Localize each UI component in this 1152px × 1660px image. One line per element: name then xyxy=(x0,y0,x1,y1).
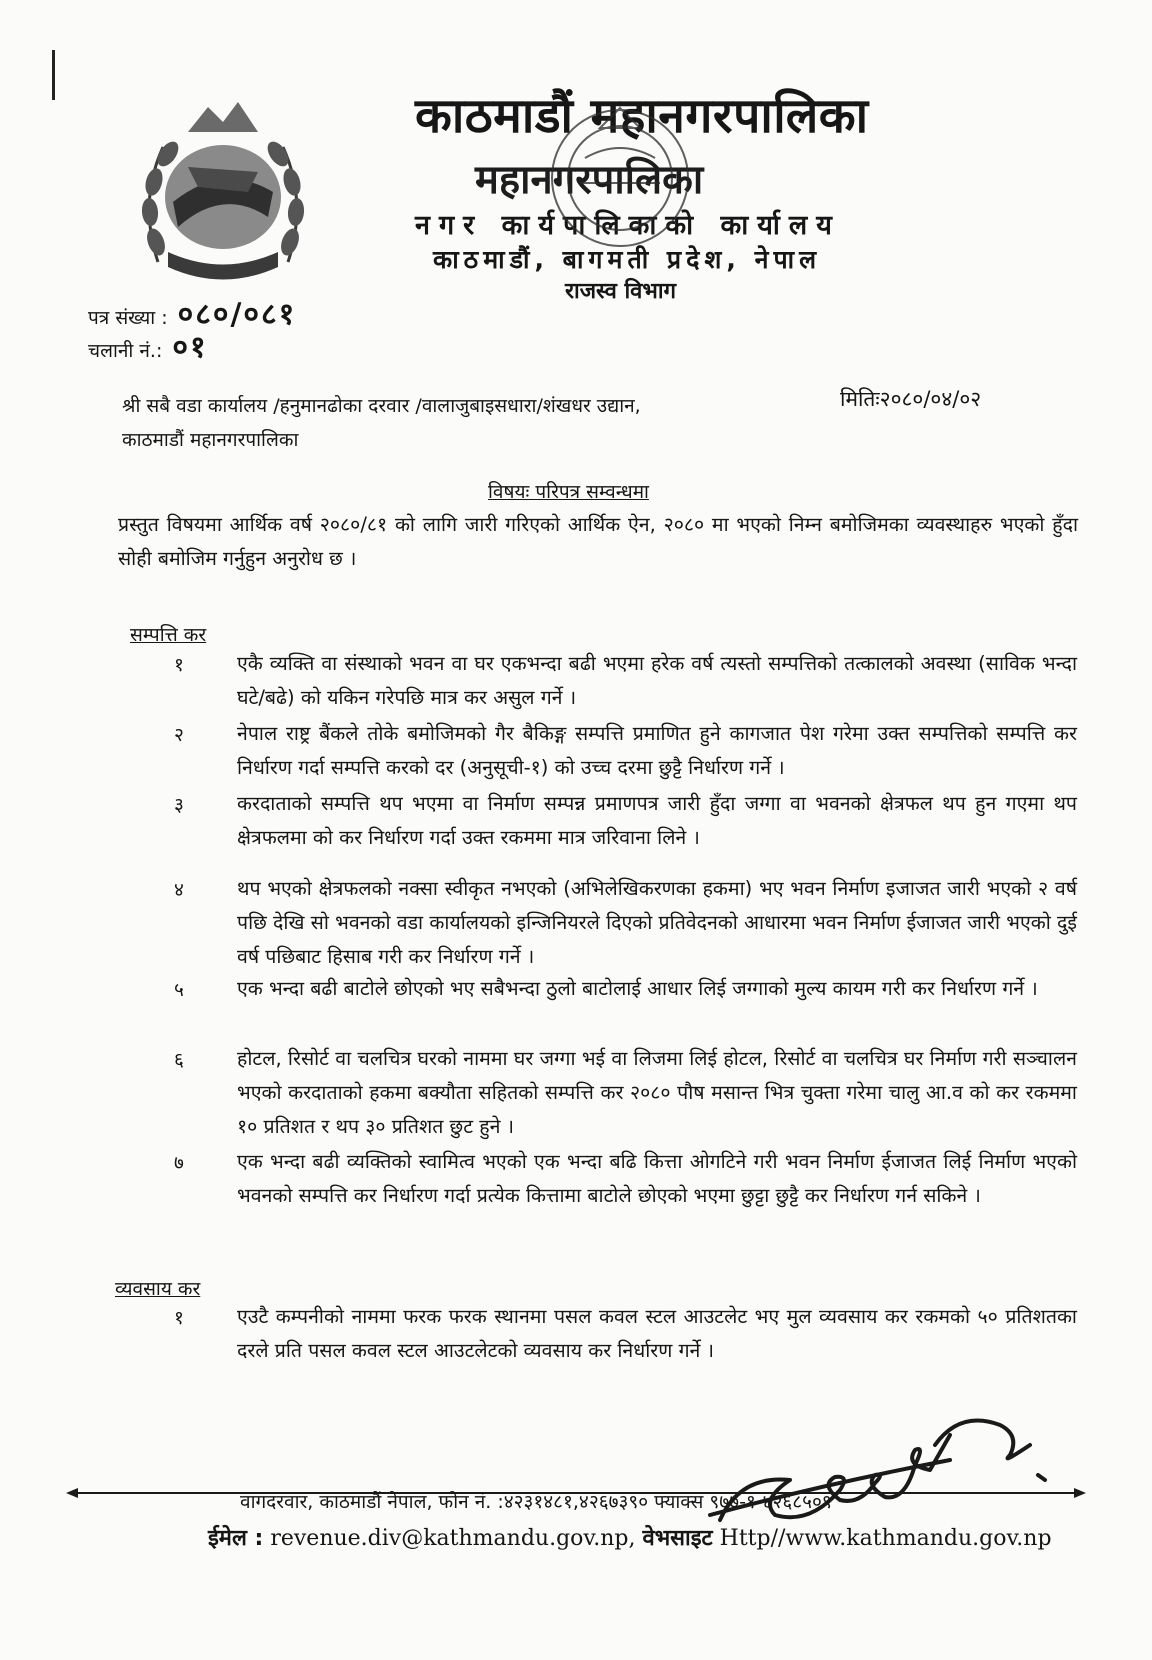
item-number: २ xyxy=(174,724,184,746)
item-text: नेपाल राष्ट्र बैंकले तोके बमोजिमको गैर बैकिङ्ग सम्पत्ति प्रमाणित हुने कागजात पेश गरेमा उक्त सम्पत्तिको सम्पत्ति कर निर्धारण गर्दा सम्पत्ति करको दर (अनुसूची-१) को उच्च दरमा छुट्टै निर्धारण गर्ने । xyxy=(237,722,1077,779)
letter-number-value: ०८०/०८१ xyxy=(177,297,297,332)
department-name: राजस्व विभाग xyxy=(565,279,676,304)
letter-subject: विषयः परिपत्र सम्वन्धमा xyxy=(488,481,649,503)
item-number: १ xyxy=(174,1307,184,1329)
email-link[interactable]: revenue.div@kathmandu.gov.np, xyxy=(270,1526,636,1551)
item-number: १ xyxy=(174,654,184,676)
recipient-line-1: श्री सबै वडा कार्यालय /हनुमानढोका दरवार /वालाजुबाइसधारा/शंखधर उद्यान, xyxy=(122,395,641,417)
office-location: काठमाडौं, बागमती प्रदेश, नेपाल xyxy=(433,245,822,274)
nepal-emblem-icon xyxy=(128,92,318,292)
website-label: वेभसाइट xyxy=(642,1526,713,1551)
dispatch-number-value: ०१ xyxy=(172,330,208,365)
org-title: काठमाडौं महानगरपालिका xyxy=(415,88,869,144)
item-number: ७ xyxy=(174,1152,184,1174)
org-subtitle: महानगरपालिका xyxy=(475,157,704,203)
item-text: होटल, रिसोर्ट वा चलचित्र घरको नाममा घर जग्गा भई वा लिजमा लिई होटल, रिसोर्ट वा चलचित्र घर निर्माण गरी सञ्चालन भएको करदाताको हकमा बक्यौता सहितको सम्पत्ति कर २०८० पौष मसान्त भित्र चुक्ता गरेमा चालु आ.व को कर रकममा १० प्रतिशत र थप ३० प्रतिशत छुट हुने । xyxy=(237,1047,1077,1138)
section-heading-property-tax: सम्पत्ति कर xyxy=(130,624,207,646)
intro-paragraph: प्रस्तुत विषयमा आर्थिक वर्ष २०८०/८१ को लागि जारी गरिएको आर्थिक ऐन, २०८० मा भएको निम्न बमोजिमका व्यवस्थाहरु भएको हुँदा सोही बमोजिम गर्नुहुन अनुरोध छ । xyxy=(118,513,1078,570)
email-label: ईमेल : xyxy=(208,1526,264,1551)
item-text: एक भन्दा बढी व्यक्तिको स्वामित्व भएको एक भन्दा बढि कित्ता ओगटिने गरी भवन निर्माण ईजाजत लिई निर्माण भएको भवनको सम्पत्ति कर निर्धारण गर्दा प्रत्येक कित्तामा बाटोले छोएको भएमा छुट्टा छुट्टै कर निर्धारण गर्न सकिने । xyxy=(237,1150,1077,1207)
section-heading-business-tax: व्यवसाय कर xyxy=(115,1278,201,1300)
office-name: नगर कार्यपालिकाको कार्यालय xyxy=(415,210,841,241)
item-text: थप भएको क्षेत्रफलको नक्सा स्वीकृत नभएको (अभिलेखिकरणका हकमा) भए भवन निर्माण इजाजत जारी भएको २ वर्ष पछि देखि सो भवनको वडा कार्यालयको इन्जिनियरले दिएको प्रतिवेदनको आधारमा भवन निर्माण ईजाजत जारी भएको दुई वर्ष पछिबाट हिसाब गरी कर निर्धारण गर्ने । xyxy=(237,877,1077,968)
dispatch-number xyxy=(88,325,208,366)
footer-address: वागदरवार, काठमाडौं नेपाल, फोन नं. :४२३१४८१,४२६७३९० फ्याक्स ९७७-१-४२६८५०९ xyxy=(240,1491,832,1513)
margin-mark xyxy=(52,50,55,100)
item-text: एउटै कम्पनीको नाममा फरक फरक स्थानमा पसल कवल स्टल आउटलेट भए मुल व्यवसाय कर रकमको ५० प्रतिशतका दरले प्रति पसल कवल स्टल आउटलेटको व्यवसाय कर निर्धारण गर्ने । xyxy=(237,1305,1077,1362)
dispatch-number-label: चलानी नं.: xyxy=(88,340,163,362)
item-text: एक भन्दा बढी बाटोले छोएको भए सबैभन्दा ठुलो बाटोलाई आधार लिई जग्गाको मुल्य कायम गरी कर निर्धारण गर्ने । xyxy=(237,977,1038,1000)
item-number: ३ xyxy=(174,794,184,816)
item-number: ५ xyxy=(174,979,184,1001)
footer-contact xyxy=(208,1522,1052,1552)
office-stamp-icon xyxy=(545,88,695,258)
website-link[interactable]: Http//www.kathmandu.gov.np xyxy=(719,1526,1052,1551)
letter-date: मितिः२०८०/०४/०२ xyxy=(840,387,982,411)
item-number: ४ xyxy=(174,879,184,901)
item-text: करदाताको सम्पत्ति थप भएमा वा निर्माण सम्पन्न प्रमाणपत्र जारी हुँदा जग्गा वा भवनको क्षेत्रफल थप हुन गएमा थप क्षेत्रफलमा को कर निर्धारण गर्दा उक्त रकममा मात्र जरिवाना लिने । xyxy=(237,792,1077,849)
item-number: ६ xyxy=(174,1049,184,1071)
item-text: एकै व्यक्ति वा संस्थाको भवन वा घर एकभन्दा बढी भएमा हरेक वर्ष त्यस्तो सम्पत्तिको तत्कालको अवस्था (साविक भन्दा घटे/बढे) को यकिन गरेपछि मात्र कर असुल गर्ने । xyxy=(237,652,1077,709)
letter-number-label: पत्र संख्या : xyxy=(88,307,168,329)
recipient-line-2: काठमाडौं महानगरपालिका xyxy=(122,429,299,451)
